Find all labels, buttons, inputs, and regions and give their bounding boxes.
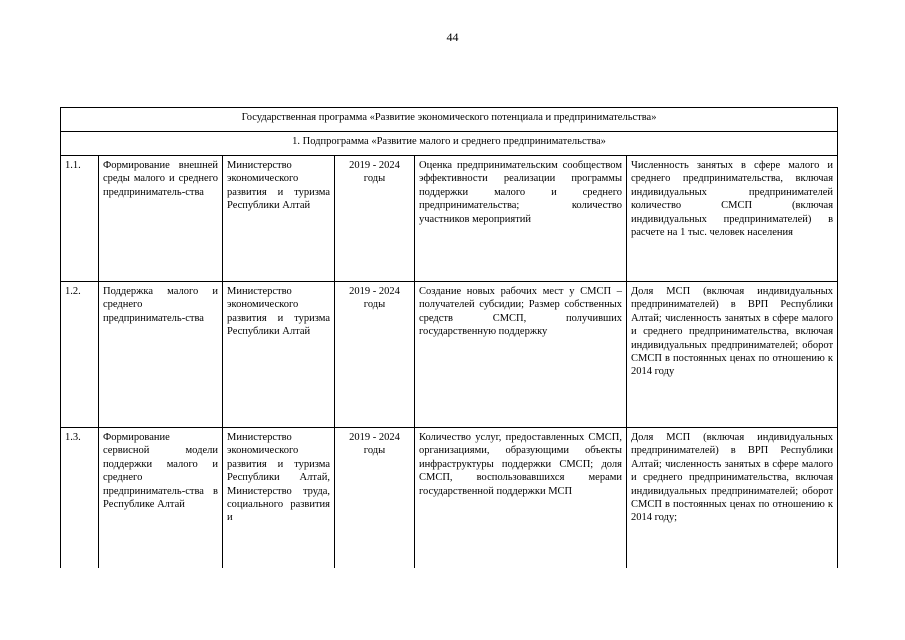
implementation-period: 2019 - 2024 годы [335,282,415,428]
expected-results: Создание новых рабочих мест у СМСП – получателей субсидии; Размер собственных средств СМСП, получивших государственную поддержку [415,282,627,428]
measure-name: Поддержка малого и среднего предприниматель-ства [99,282,223,428]
target-indicators: Доля МСП (включая индивидуальных предпринимателей) в ВРП Республики Алтай; численность занятых в сфере малого и среднего предпринимательства, включая индивидуальных предпринимателей; оборот СМСП в постоянных ценах по отношению к 2014 году [627,282,838,428]
target-indicators: Численность занятых в сфере малого и среднего предпринимательства, включая индивидуальных предпринимателей количество СМСП (включая индивидуальных предпринимателей) в расчете на 1 тыс. человек населения [627,156,838,282]
target-indicators: Доля МСП (включая индивидуальных предпринимателей) в ВРП Республики Алтай; численность занятых в сфере малого и среднего предпринимательства, включая индивидуальных предпринимателей; оборот СМСП в постоянных ценах по отношению к 2014 году; [627,428,838,568]
implementation-period: 2019 - 2024 годы [335,156,415,282]
measure-name: Формирование внешней среды малого и среднего предприниматель-ства [99,156,223,282]
row-number: 1.1. [61,156,99,282]
expected-results: Количество услуг, предоставленных СМСП, организациями, образующими объекты инфраструктуры поддержки СМСП; доля СМСП, воспользовавшихся мерами государственной поддержки МСП [415,428,627,568]
program-title-row [61,108,838,132]
table-row [61,428,838,568]
expected-results: Оценка предпринимательским сообществом эффективности реализации программы поддержки малого и среднего предпринимательства; количество участников мероприятий [415,156,627,282]
row-number: 1.2. [61,282,99,428]
page-number: 44 [446,30,459,44]
executor: Министерство экономического развития и туризма Республики Алтай, Министерство труда, социального развития и [223,428,335,568]
program-title: Государственная программа «Развитие экономического потенциала и предпринимательства» [61,108,838,132]
program-table [60,107,838,568]
table-row [61,282,838,428]
subprogram-title: 1. Подпрограмма «Развитие малого и среднего предпринимательства» [61,132,838,156]
subprogram-title-row [61,132,838,156]
measure-name: Формирование сервисной модели поддержки малого и среднего предприниматель-ства в Республике Алтай [99,428,223,568]
implementation-period: 2019 - 2024 годы [335,428,415,568]
row-number: 1.3. [61,428,99,568]
executor: Министерство экономического развития и туризма Республики Алтай [223,156,335,282]
table-row [61,156,838,282]
executor: Министерство экономического развития и туризма Республики Алтай [223,282,335,428]
